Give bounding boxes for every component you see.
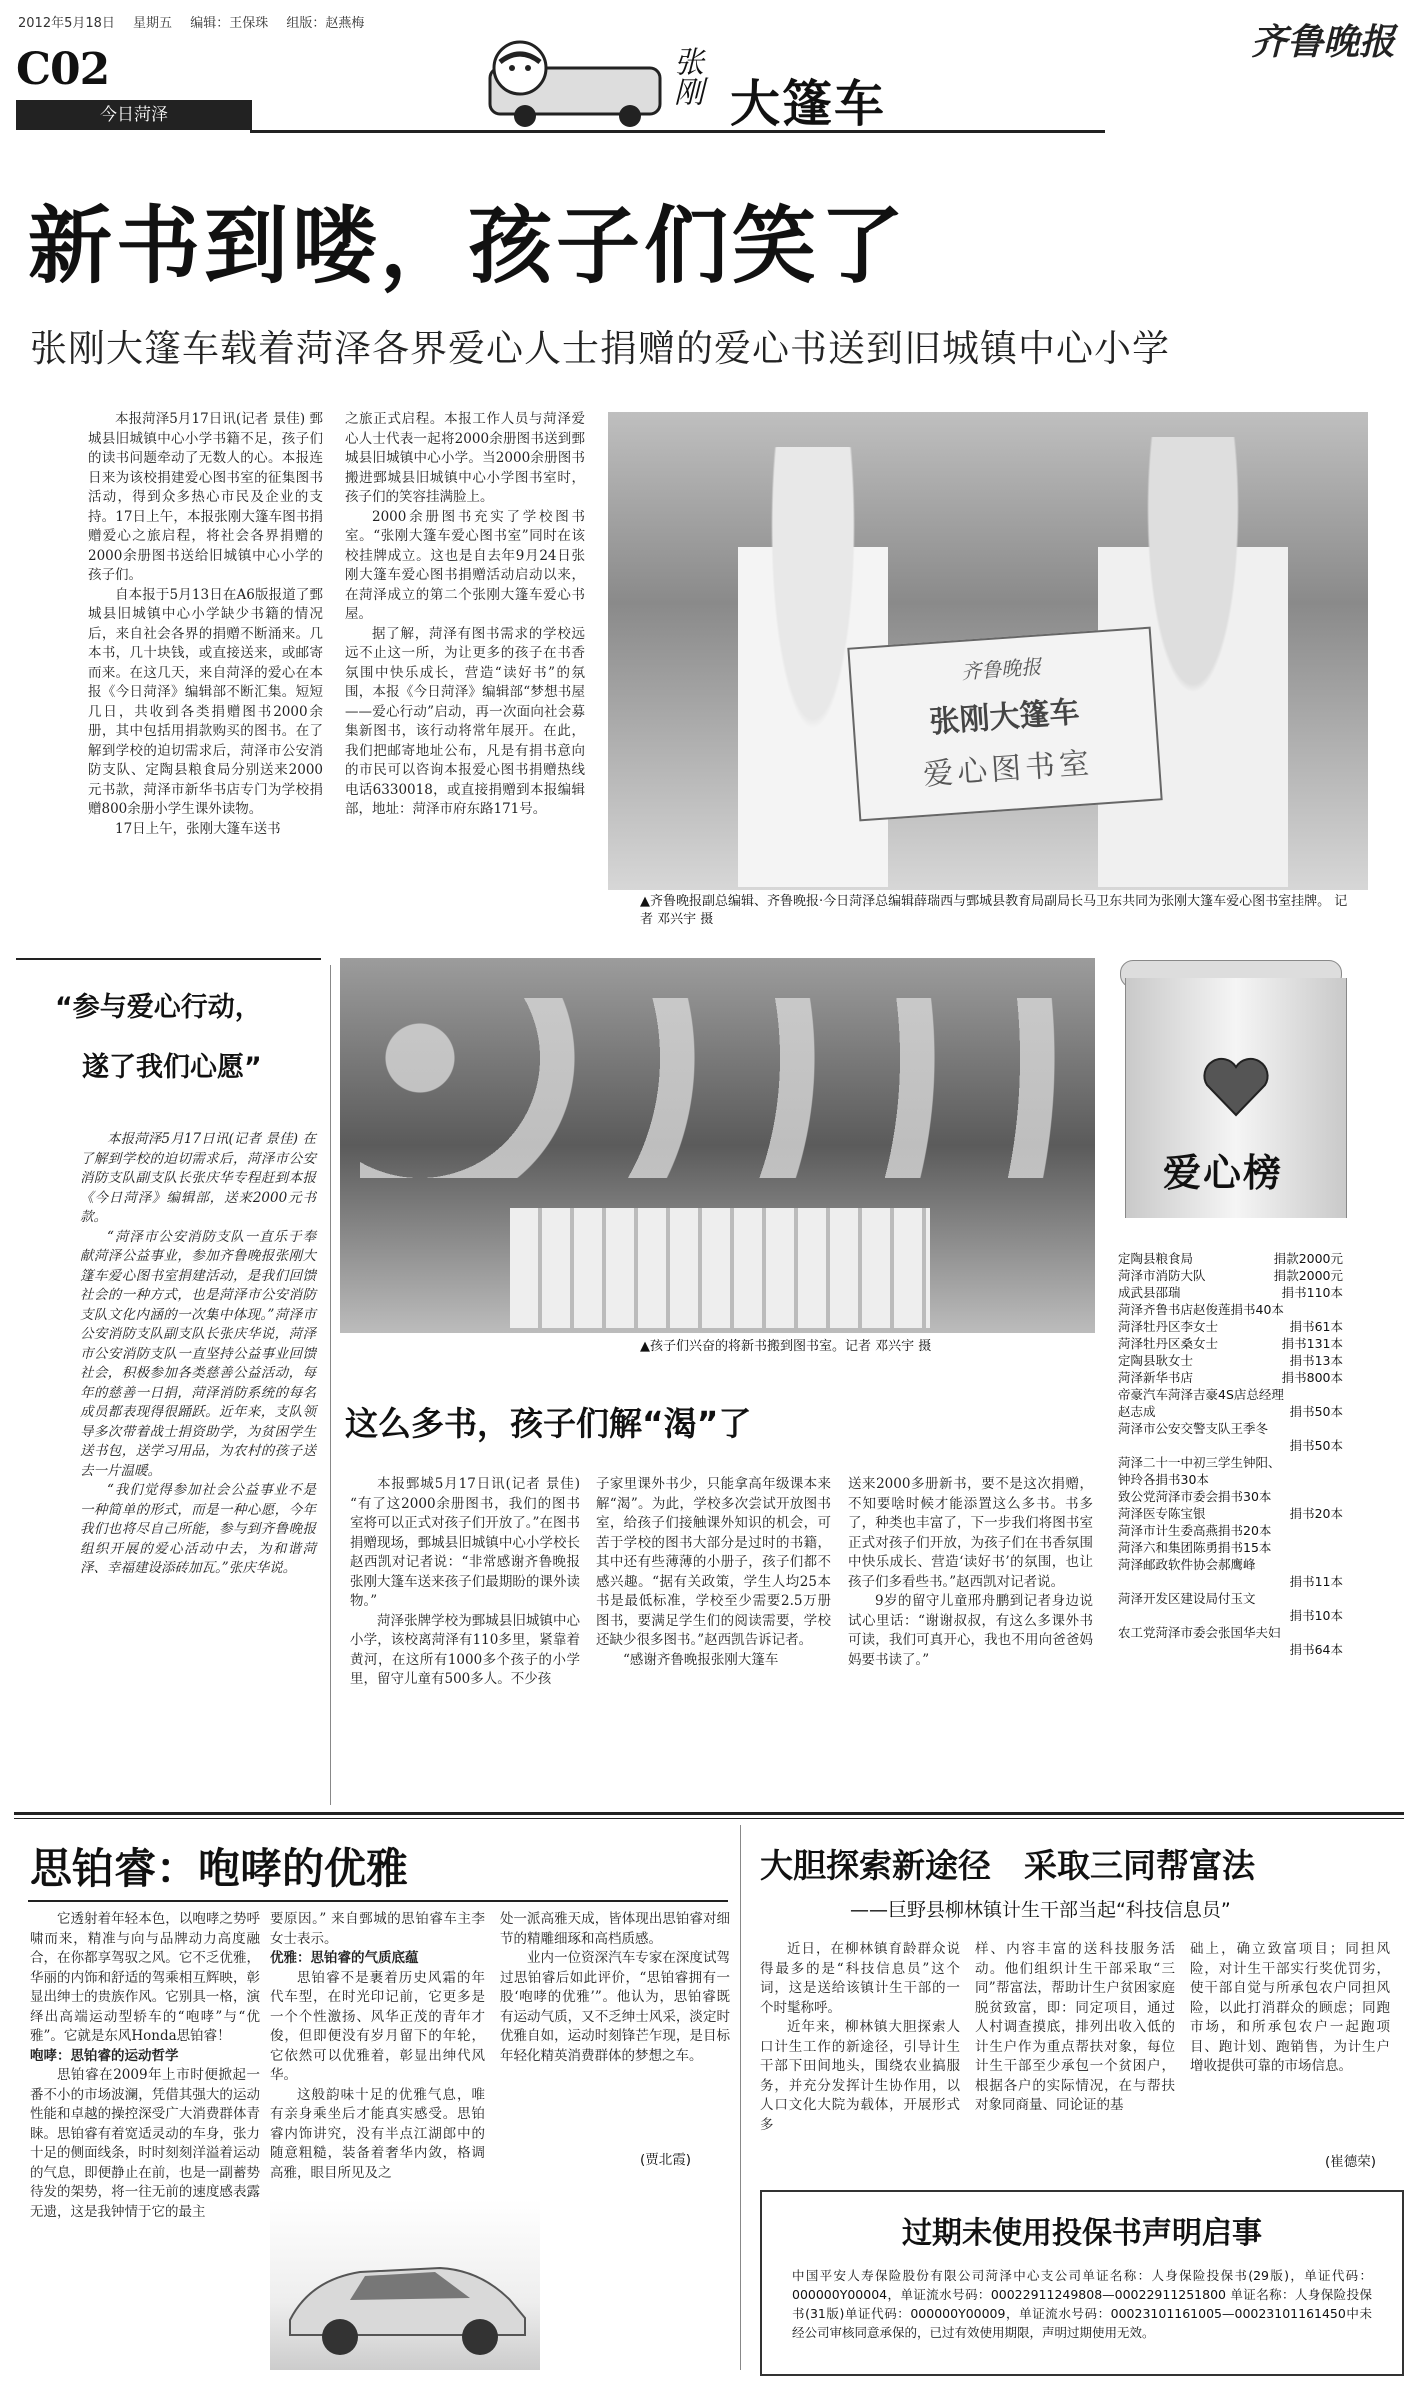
column-prefix: 张刚 — [668, 46, 703, 106]
side-paragraph: “我们觉得参加社会公益事业不是一种简单的形式，而是一种心愿，今年我们也将尽自己所能，参与到齐鲁晚报组织开展的爱心活动中去，为和谐菏泽、幸福建设添砖加瓦。”张庆华说。 — [80, 1482, 316, 1576]
love-list-donor: 菏泽六和集团陈勇捐书15本 — [1118, 1540, 1272, 1555]
love-list-item — [1118, 1369, 1343, 1386]
section-name: 今日菏泽 — [100, 105, 168, 125]
love-list-item — [1118, 1454, 1343, 1471]
love-list-amount: 捐书11本 — [1289, 1574, 1343, 1589]
love-list-item — [1118, 1590, 1343, 1607]
car-paragraph: 要原因。” 来自鄄城的思铂睿车主李女士表示。 — [270, 1911, 485, 1947]
car-byline: (贾北霞) — [640, 2152, 692, 2168]
love-list-item — [1118, 1420, 1343, 1437]
column-banner — [250, 38, 1105, 133]
side-paragraph: 本报菏泽5月17日讯(记者 景佳) 在了解到学校的迫切需求后，菏泽市公安消防支队副支队长张庆华专程赶到本报《今日菏泽》编辑部，送来2000元书款。 — [80, 1131, 316, 1225]
section-separator — [14, 1812, 1404, 1815]
photo-plaque-ceremony — [608, 412, 1368, 890]
third-paragraph: 送来2000多册新书，要不是这次捐赠，不知要啥时候才能添置这么多书。书多了，种类也丰富了，下一步我们将图书室正式对孩子们开放，为孩子们在书香氛围中快乐成长、营造‘读好书’的氛围，也让孩子们多看些书。”赵西凯对记者说。 — [848, 1476, 1093, 1590]
love-list-donor: 帝豪汽车菏泽吉豪4S店总经理 — [1118, 1387, 1284, 1402]
third-paragraph: 菏泽张牌学校为鄄城县旧城镇中心小学，该校离菏泽有110多里，紧靠着黄河，在这所有1000多个孩子的小学里，留守儿童有500多人。不少孩 — [350, 1612, 580, 1687]
love-list-item — [1118, 1539, 1343, 1556]
love-list-donor: 致公党菏泽市委会捐书30本 — [1118, 1489, 1272, 1504]
love-list-donor: 定陶县耿女士 — [1118, 1353, 1194, 1368]
plaque-line1: 张刚大篷车 — [928, 694, 1081, 741]
love-list-item — [1118, 1318, 1343, 1335]
header-editor: 编辑：王保珠 — [190, 16, 269, 31]
car-paragraph: 处一派高雅天成，皆体现出思铂睿对细节的精雕细琢和高档质感。 — [500, 1911, 730, 1947]
family-col1 — [760, 1940, 960, 2135]
family-byline: (崔德荣) — [1325, 2154, 1377, 2170]
photo1-caption: ▲齐鲁晚报副总编辑、齐鲁晚报·今日菏泽总编辑薛瑞西与鄄城县教育局副局长马卫东共同为张刚大篷车爱心图书室挂牌。 记者 邓兴宇 摄 — [640, 894, 1348, 927]
section-bar — [16, 100, 252, 130]
love-list-amount: 捐款2000元 — [1273, 1251, 1343, 1266]
main-paragraph: 本报菏泽5月17日讯(记者 景佳) 鄄城县旧城镇中心小学书籍不足，孩子们的读书问题牵动了无数人的心。本报连日来为该校捐建爱心图书室的征集图书活动，得到众多热心市民及企业的支持。17日上午，本报张刚大篷车图书捐赠爱心之旅启程，将社会各界捐赠的2000余册图书送给旧城镇中心小学的孩子们。 — [88, 411, 323, 583]
photo-plaque — [847, 627, 1162, 822]
page-number: C02 — [16, 44, 110, 95]
main-paragraph: 17日上午，张刚大篷车送书 — [115, 820, 281, 837]
family-headline: 大胆探索新途径 采取三同帮富法 — [760, 1846, 1255, 1885]
love-list-title: 爱心榜 — [1163, 1151, 1284, 1195]
car-paragraph: 思铂睿在2009年上市时便掀起一番不小的市场波澜，凭借其强大的运动性能和卓越的操控深受广大消费群体青睐。思铂睿有着宽适灵动的车身，张力十足的侧面线条，时时刻刻洋溢着运动的气息，即便静止在前，也是一副蓄势待发的架势，将一往无前的速度感表露无遗，这是我钟情于它的最主 — [30, 2067, 260, 2220]
main-paragraph: 据了解，菏泽有图书需求的学校远远不止这一所，为让更多的孩子在书香氛围中快乐成长，营造“读好书”的氛围，本报《今日菏泽》编辑部“梦想书屋——爱心行动”启动，再一次面向社会募集新图书，该行动将常年展开。在此，我们把邮寄地址公布，凡是有捐书意向的市民可以咨询本报爱心图书捐赠热线电话6330018，或直接捐赠到本报编辑部，地址：菏泽市府东路171号。 — [345, 625, 585, 817]
main-headline: 新书到喽，孩子们笑了 — [28, 197, 909, 295]
side-headline-line2: 遂了我们心愿” — [82, 1052, 262, 1083]
love-list-amount: 捐书110本 — [1281, 1285, 1343, 1300]
family-col2 — [975, 1940, 1175, 2116]
love-list-item — [1118, 1250, 1343, 1267]
vertical-divider-left — [330, 965, 331, 1805]
love-list-item — [1118, 1284, 1343, 1301]
love-list-item — [1118, 1352, 1343, 1369]
love-list-donor: 农工党菏泽市委会张国华夫妇 — [1118, 1625, 1281, 1640]
love-list-amount: 捐书10本 — [1289, 1608, 1343, 1623]
love-list-donor: 菏泽医专陈宝银 — [1118, 1506, 1206, 1521]
notice-title: 过期未使用投保书声明启事 — [902, 2216, 1262, 2251]
love-list-item — [1118, 1641, 1343, 1658]
love-list-amount: 捐书50本 — [1289, 1404, 1343, 1419]
photo-children-books — [340, 958, 1095, 1333]
photo2-caption: ▲孩子们兴奋的将新书搬到图书室。记者 邓兴宇 摄 — [640, 1339, 932, 1354]
car-col3 — [500, 1910, 730, 2066]
section-separator-thin — [14, 1818, 1404, 1819]
love-list-item — [1118, 1335, 1343, 1352]
third-col1 — [350, 1475, 580, 1690]
family-paragraph: 近年来，柳林镇大胆探索人口计生工作的新途径，引导计生干部下田间地头，围绕农业搞服务，并充分发挥计生协作用，以人口文化大院为载体，开展形式多 — [760, 2019, 960, 2133]
love-list-donor: 菏泽开发区建设局付玉文 — [1118, 1591, 1256, 1606]
header-weekday: 星期五 — [133, 16, 173, 31]
car-paragraph: 业内一位资深汽车专家在深度试驾过思铂睿后如此评价，“思铂睿拥有一股‘咆哮的优雅’”。他认为，思铂睿既有运动气质，又不乏绅士风采，淡定时优雅自如，运动时刻锋芒乍现，是目标年轻化精英消费群体的梦想之车。 — [500, 1950, 730, 2064]
love-list-donor: 赵志成 — [1118, 1404, 1156, 1419]
love-list-donor: 菏泽市计生委高燕捐书20本 — [1118, 1523, 1272, 1538]
love-list-amount: 捐书131本 — [1281, 1336, 1343, 1351]
main-paragraph: 自本报于5月13日在A6版报道了鄄城县旧城镇中心小学缺少书籍的情况后，来自社会各界的捐赠不断涌来。几本书，几十块钱，或直接送来，或邮寄而来。在这几天，来自菏泽的爱心在本报《今日菏泽》编辑部不断汇集。短短几日，共收到各类捐赠图书2000余册，其中包括用捐款购买的图书。在了解到学校的迫切需求后，菏泽市公安消防支队、定陶县粮食局分别送来2000元书款，菏泽市新华书店专门为学校捐赠800余册小学生课外读物。 — [88, 586, 323, 817]
side-headline-line1: “参与爱心行动， — [55, 992, 262, 1023]
car-col1 — [30, 1910, 260, 2222]
family-col3 — [1190, 1940, 1390, 2077]
love-list-donor: 菏泽邮政软件协会郝鹰峰 — [1118, 1557, 1256, 1572]
side-paragraph: “菏泽市公安消防支队一直乐于奉献菏泽公益事业，参加齐鲁晚报张刚大篷车爱心图书室捐建活动，是我们回馈社会的一种方式，也是菏泽市公安消防支队文化内涵的一次集中体现。”菏泽市公安消防支队副支队长张庆华说，菏泽市公安消防支队一直坚持公益事业回馈社会，积极参加各类慈善公益活动，每年的慈善一日捐，菏泽消防系统的每名成员都表现得很踊跃。近年来，支队领导多次带着战士捐资助学，为贫困学生送书包，送学习用品，为农村的孩子送去一片温暖。 — [80, 1228, 316, 1479]
family-subhead: ——巨野县柳林镇计生干部当起“科技信息员” — [850, 1899, 1231, 1921]
love-list-item — [1118, 1488, 1343, 1505]
love-list-item — [1118, 1386, 1343, 1403]
car-headline-rule — [28, 1900, 728, 1902]
column-name: 大篷车 — [730, 75, 886, 133]
family-paragraph: 础上，确立致富项目；同担风险，对计生干部实行奖优罚劣，使干部自觉与所承包农户同担风险，以此打消群众的顾虑；同跑市场，和所承包农户一起跑项目、跑计划、跑销售，为计生户增收提供可靠的市场信息。 — [1190, 1941, 1390, 2074]
third-paragraph: 本报鄄城5月17日讯(记者 景佳) “有了这2000余册图书，我们的图书室将可以正式对孩子们开放了。”在图书捐赠现场，鄄城县旧城镇中心小学校长赵西凯对记者说：“非常感谢齐鲁晚报张刚大篷车送来孩子们最期盼的课外读物。” — [350, 1476, 580, 1609]
vertical-divider-bottom — [740, 1825, 741, 2370]
love-list-amount: 捐书64本 — [1289, 1642, 1343, 1657]
main-paragraph: 2000余册图书充实了学校图书室。“张刚大篷车爱心图书室”同时在该校挂牌成立。这也是自去年9月24日张刚大篷车爱心图书捐赠活动启动以来，在菏泽成立的第二个张刚大篷车爱心书屋。 — [345, 508, 585, 622]
car-icon — [270, 2200, 540, 2370]
love-list-item — [1118, 1624, 1343, 1641]
family-paragraph: 样、内容丰富的送科技服务活动。他们组织计生干部采取“三同”帮富法，帮助计生户贫困家庭脱贫致富，即：同定项目，通过人村调查摸底，排列出收入低的计生户作为重点帮扶对象，每位计生干部至少承包一个贫困户，根据各户的实际情况，在与帮扶对象同商量、同论证的基 — [975, 1941, 1175, 2113]
love-list-amount: 捐款2000元 — [1273, 1268, 1343, 1283]
plaque-logo: 齐鲁晚报 — [960, 654, 1042, 684]
love-list-item — [1118, 1267, 1343, 1284]
third-paragraph: “感谢齐鲁晚报张刚大篷车 — [623, 1651, 779, 1668]
love-list-amount: 捐书20本 — [1289, 1506, 1343, 1521]
love-list-amount: 捐书800本 — [1281, 1370, 1343, 1385]
plaque-line2: 爱心图书室 — [922, 746, 1095, 793]
love-list-amount: 捐书13本 — [1289, 1353, 1343, 1368]
love-list-donor: 成武县邵瑞 — [1118, 1285, 1181, 1300]
love-list-item — [1118, 1573, 1343, 1590]
car-subheading: 优雅：思铂睿的气质底蕴 — [270, 1950, 419, 1966]
photo-children-row — [360, 998, 1080, 1178]
car-subheading: 咆哮：思铂睿的运动哲学 — [30, 2047, 179, 2064]
love-list-item — [1118, 1522, 1343, 1539]
love-list-item — [1118, 1556, 1343, 1573]
car-paragraph: 它透射着年轻本色，以咆哮之势呼啸而来，精准与向与品牌动力高度融合，在你都享驾驭之风。它不乏优雅，华丽的内饰和舒适的驾乘相互辉映，彰显出绅士的贵族作风。它别具一格，演绎出高端运动型轿车的“咆哮”与“优雅”。它就是东风Honda思铂睿！ — [30, 1911, 260, 2044]
main-paragraph: 之旅正式启程。本报工作人员与菏泽爱心人士代表一起将2000余册图书送到鄄城县旧城镇中心小学。当2000余册图书搬进鄄城县旧城镇中心小学图书室时，孩子们的笑容挂满脸上。 — [345, 411, 585, 505]
header-date: 2012年5月18日 — [18, 16, 115, 31]
third-headline: 这么多书，孩子们解“渴”了 — [345, 1404, 752, 1443]
masthead-logo: 齐鲁晚报 — [1250, 21, 1395, 63]
love-list-donor: 菏泽市公安交警支队王季冬 — [1118, 1421, 1269, 1436]
main-story-col2 — [345, 410, 585, 820]
third-paragraph: 9岁的留守儿童邢舟鹏到记者身边说试心里话：“谢谢叔叔，有这么多课外书可读，我们可真开心，我也不用向爸爸妈妈要书读了。” — [848, 1593, 1093, 1668]
main-subhead: 张刚大篷车载着菏泽各界爱心人士捐赠的爱心书送到旧城镇中心小学 — [30, 327, 1170, 370]
car-paragraph: 这般韵味十足的优雅气息，唯有亲身乘坐后才能真实感受。思铂睿内饰讲究，没有半点江湖郎中的随意粗糙，装备着奢华内敛，格调高雅，眼目所见及之 — [270, 2086, 485, 2181]
side-story-body — [80, 1130, 316, 1579]
love-list-donor: 定陶县粮食局 — [1118, 1251, 1194, 1266]
car-photo — [270, 2200, 540, 2370]
love-list-donor: 菏泽齐鲁书店赵俊莲捐书40本 — [1118, 1302, 1284, 1317]
third-col3 — [848, 1475, 1093, 1670]
love-list-item — [1118, 1403, 1343, 1420]
love-list-item — [1118, 1471, 1343, 1488]
love-list-amount: 捐书61本 — [1289, 1319, 1343, 1334]
header-layout: 组版：赵燕梅 — [286, 16, 365, 31]
love-list-donor: 钟玲各捐书30本 — [1118, 1472, 1209, 1487]
love-list-donor: 菏泽市消防大队 — [1118, 1268, 1206, 1283]
third-col2 — [596, 1475, 831, 1670]
heart-icon — [1201, 1055, 1271, 1119]
car-paragraph: 思铂睿不是裹着历史风霜的年代车型，在时光印记前，它更多是一个个性激扬、风华正茂的青年才俊，但即便没有岁月留下的年轮，它依然可以优雅着，彰显出绅代风华。 — [270, 1969, 485, 2083]
love-list-donor: 菏泽二十一中初三学生钟阳、 — [1118, 1455, 1281, 1470]
love-list-donor: 菏泽牡丹区桑女士 — [1118, 1336, 1219, 1351]
photo-book-stack — [510, 1208, 930, 1328]
love-list-item — [1118, 1437, 1343, 1454]
third-paragraph: 子家里课外书少，只能拿高年级课本来解“渴”。为此，学校多次尝试开放图书室，给孩子们接触课外知识的机会，可苦于学校的图书大部分是过时的书籍，其中还有些薄薄的小册子，孩子们都不感兴趣。“据有关政策，学生人均25本书是最低标准，学校至少需要2.5万册图书，要满足学生们的阅读需要，学校还缺少很多图书。”赵西凯告诉记者。 — [596, 1476, 831, 1648]
love-list-panel — [1115, 960, 1365, 1657]
love-list-amount: 捐书50本 — [1289, 1438, 1343, 1453]
love-list-donor: 菏泽新华书店 — [1118, 1370, 1194, 1385]
love-list-item — [1118, 1607, 1343, 1624]
cartoon-bus-icon — [450, 38, 670, 130]
love-list-item — [1118, 1301, 1343, 1318]
love-list-item — [1118, 1505, 1343, 1522]
side-story-top-rule — [16, 958, 321, 960]
header-date-line — [18, 12, 364, 31]
car-headline: 思铂睿：咆哮的优雅 — [30, 1844, 409, 1893]
love-list-items — [1118, 1250, 1343, 1658]
main-story-col1 — [88, 410, 323, 839]
notice-body: 中国平安人寿保险股份有限公司菏泽中心支公司单证名称：人身保险投保书(29版)，单证代码：000000Y00004，单证流水号码：00022911249808—00022911251800 单证名称：人身保险投保书(31版)单证代码：000000Y00009，单证流水号码：00023101161005—00023101161450中未经公司审核同意承保的，已过有效使用期限，声明过期使用无效。 — [792, 2268, 1372, 2340]
family-paragraph: 近日，在柳林镇育龄群众说得最多的是“科技信息员”这个词，这是送给该镇计生干部的一个时髦称呼。 — [760, 1941, 960, 2016]
love-list-donor: 菏泽牡丹区李女士 — [1118, 1319, 1219, 1334]
car-col2 — [270, 1910, 485, 2183]
notice-box — [760, 2190, 1404, 2376]
